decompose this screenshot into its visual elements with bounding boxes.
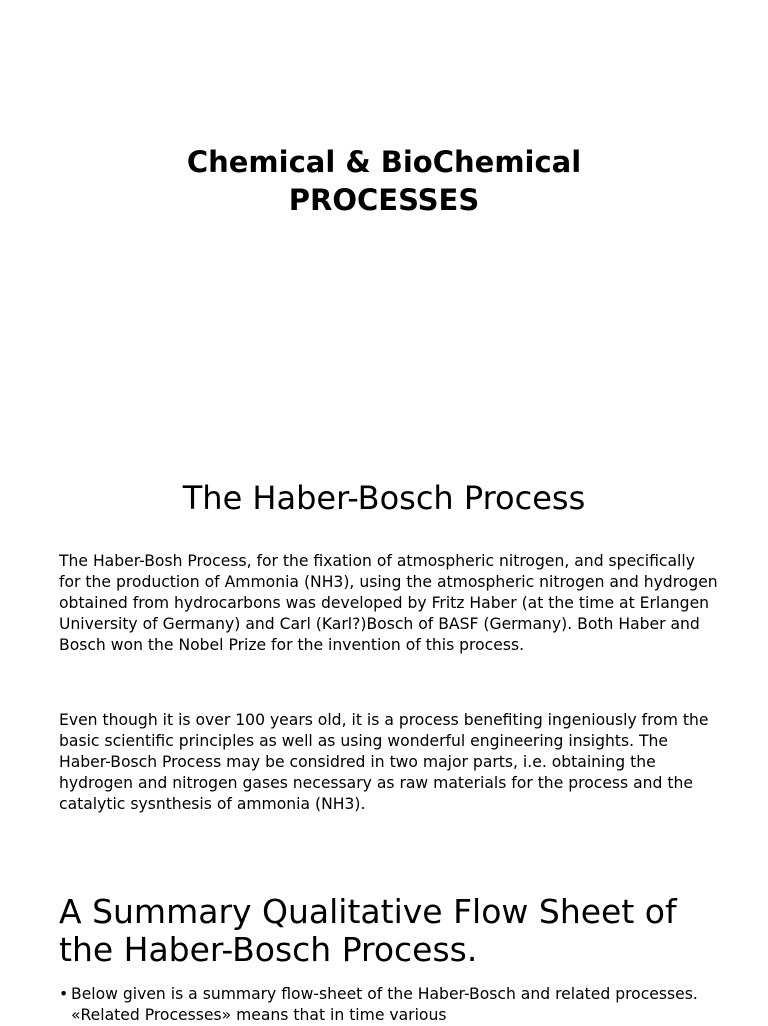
list-item <box>59 984 739 1026</box>
paragraph-overview: Even though it is over 100 years old, it is a process benefiting ingeniously from the basic scientific principles as well as using wonderful engineering insights. The Haber-Bosch Process may be considred in two major parts, i.e. obtaining the hydrogen and nitrogen gases necessary as raw materials for the process and the catalytic sysnthesis of ammonia (NH3). <box>59 711 709 813</box>
slide-heading: A Summary Qualitative Flow Sheet of the Haber-Bosch Process. <box>59 892 677 969</box>
bullet-text: Below given is a summary flow-sheet of the Haber-Bosch and related processes. «Related Processes» means that in time various <box>71 985 698 1024</box>
slide-title <box>0 143 768 219</box>
title-line-1: Chemical & BioChemical <box>186 145 582 179</box>
title-line-2: PROCESSES <box>288 183 480 217</box>
bullet-icon: • <box>59 985 69 1003</box>
bullet-list <box>59 984 739 1026</box>
title-slide <box>0 0 768 450</box>
slide-heading: The Haber-Bosch Process <box>182 479 586 517</box>
paragraph-intro: The Haber-Bosh Process, for the fixation of atmospheric nitrogen, and specifically for the production of Ammonia (NH3), using the atmospheric nitrogen and hydrogen obtained from hydrocarbons was developed by Fritz Haber (at the time at Erlangen University of Germany) and Carl (Karl?)Bosch of BASF (Germany). Both Haber and Bosch won the Nobel Prize for the invention of this process. <box>59 552 718 654</box>
